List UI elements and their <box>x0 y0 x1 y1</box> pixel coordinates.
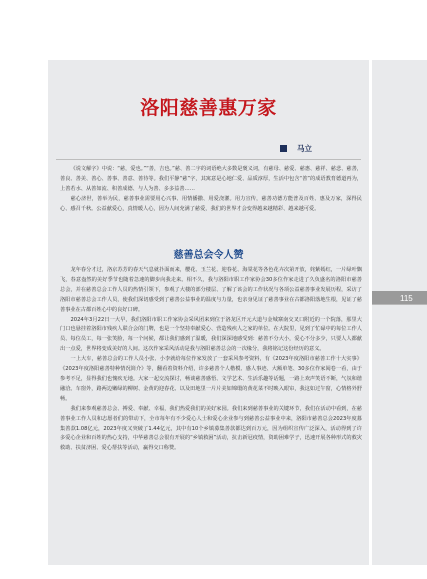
body-paragraph: 龙年春分才过，洛京苏芳的春天气息就扑面而来，樱花、玉兰花、迎春花、海棠花等各色花卉次第开放，姹紫嫣红，一片绿叶飘飞，春意盎然的美好季节也随着急速的脚步向我走来。相不久，我与洛阳市职工作家协会30多位作家走进了久负盛名的洛阳市慈善总会，并在慈善总会工作人员的热情引领下，参观了大楼的部分楼层、了解了该会的工作状况与各项公益慈善事业发展历程，采访了洛阳市慈善总会工作人员，使我们深切感受到了慈善公益事业的温度与力量，也亲身见证了慈善事业在古都洛阳落地生根，见证了慈善事业在古都百姓心中的良好口碑。 <box>60 267 362 313</box>
section-heading: 慈善总会令人赞 <box>173 250 244 261</box>
page-number-tab <box>372 291 427 305</box>
square-bullet-icon <box>280 145 287 152</box>
header-band <box>0 0 427 60</box>
author-name: 马立 <box>297 143 312 153</box>
intro-section <box>60 165 362 215</box>
page-number: 115 <box>400 293 413 303</box>
author-byline <box>280 142 312 154</box>
page-tab-divider <box>372 304 427 305</box>
body-paragraph: 2024年3月22日一大早，我们洛阳市职工作家协会采风团来到位于洛龙区开元大道与金城寨南交叉口附近的一个院落，那里大门口也悬挂着洛阳市残疾人联合会的门牌，也是一个坚持奉献爱心、营造残疾人之家的单位。在大院里，见到了忙碌中的每位工作人员、每位员工，每一张笑脸，每一个问候，都让我们感到了温暖，我们深深地感受到：慈善不分大小，爱心不分多少，只要人人都献出一点爱，世界将变成美好的人间。这次作家采风活动是我与洛阳慈善总会的一次缘分，我将铭记这份经历的意义。 <box>60 316 362 353</box>
side-margin-stripe <box>372 60 427 565</box>
body-paragraph: 我们来参观慈善总会、搏爱、奉献、幸福，我们热爱我们的美好家园。我们来到慈善事业的关键环节，我们在活动中看到，在慈善事业工作人员和志愿者们的带动下，全市每年有不少爱心人士和爱心企业参与到慈善公益事业中来，洛阳市慈善总会2023年度募集善款1.08亿元，2023年度又突破了1.44亿元，其中有10个乡镇募集善款都达到百万元，因为组织宣传广泛深入，活动得到了许多爱心企业和百姓的热心支持，中华慈善总会很有开展的“乡镇救困”活动，抗击新冠疫情，资助困难学子，迅速开展各种形式的救灾救助、扶贫济困、爱心帮扶等活动，赢得交口称赞。 <box>60 405 362 452</box>
intro-paragraph: 《说文解字》中说：“慈，爱也。”“善，吉也。”慈、善二字的词语绝大多数是褒义词，有慈母、慈爱、慈惠、慈祥、慈悲、慈善，善良、善美、善心、善事、善意、善待等。我们平静“慈”字，其寓意是心地仁爱、品质淳厚，生活中包含“善”的成语教育德道再为，上善若水、从善如流、积善成德、与人为善、多多益善…… <box>60 166 362 192</box>
article-title: 洛阳慈善惠万家 <box>140 97 277 119</box>
body-paragraph: 一上大车，慈善总会的工作人员小张、小李就给每位作家发放了一套采风参考资料，有《2023年度洛阳市慈善工作十大实事》《2023年度洛阳慈善特种情况简介》等，翻看着资料介绍，许多慈善个人楷模、感人事迹、大额单笔、30多位作家阅卷一看，由于参考不足，显得我们也愧疚无地。大家一起交流探讨，畅谈慈善感悟、文学艺术、生活乐趣等话题，一路上欢声笑语不断，气氛和谐融洽。车窗外，路两边嫩绿的柳树、金黄的迎春花、以及田地里一片片美如锦缎的黄花菜不时映入眼帘，我这如过午窗，心情格外舒畅。 <box>60 356 362 402</box>
title-divider <box>56 159 361 160</box>
intro-paragraph: 慈心济世，善举为民，慈善事业需要用心兴事、用情播撒、用爱浇灌。用力宣传，慈善功德方能普及百姓、惠及万家，深得民心、感召千秋。公益献爱心，真情暖人心，因为人间充满了慈爱，我们的世界才会变得越来越精彩、越来越可爱。 <box>60 195 362 212</box>
body-section <box>60 266 362 454</box>
